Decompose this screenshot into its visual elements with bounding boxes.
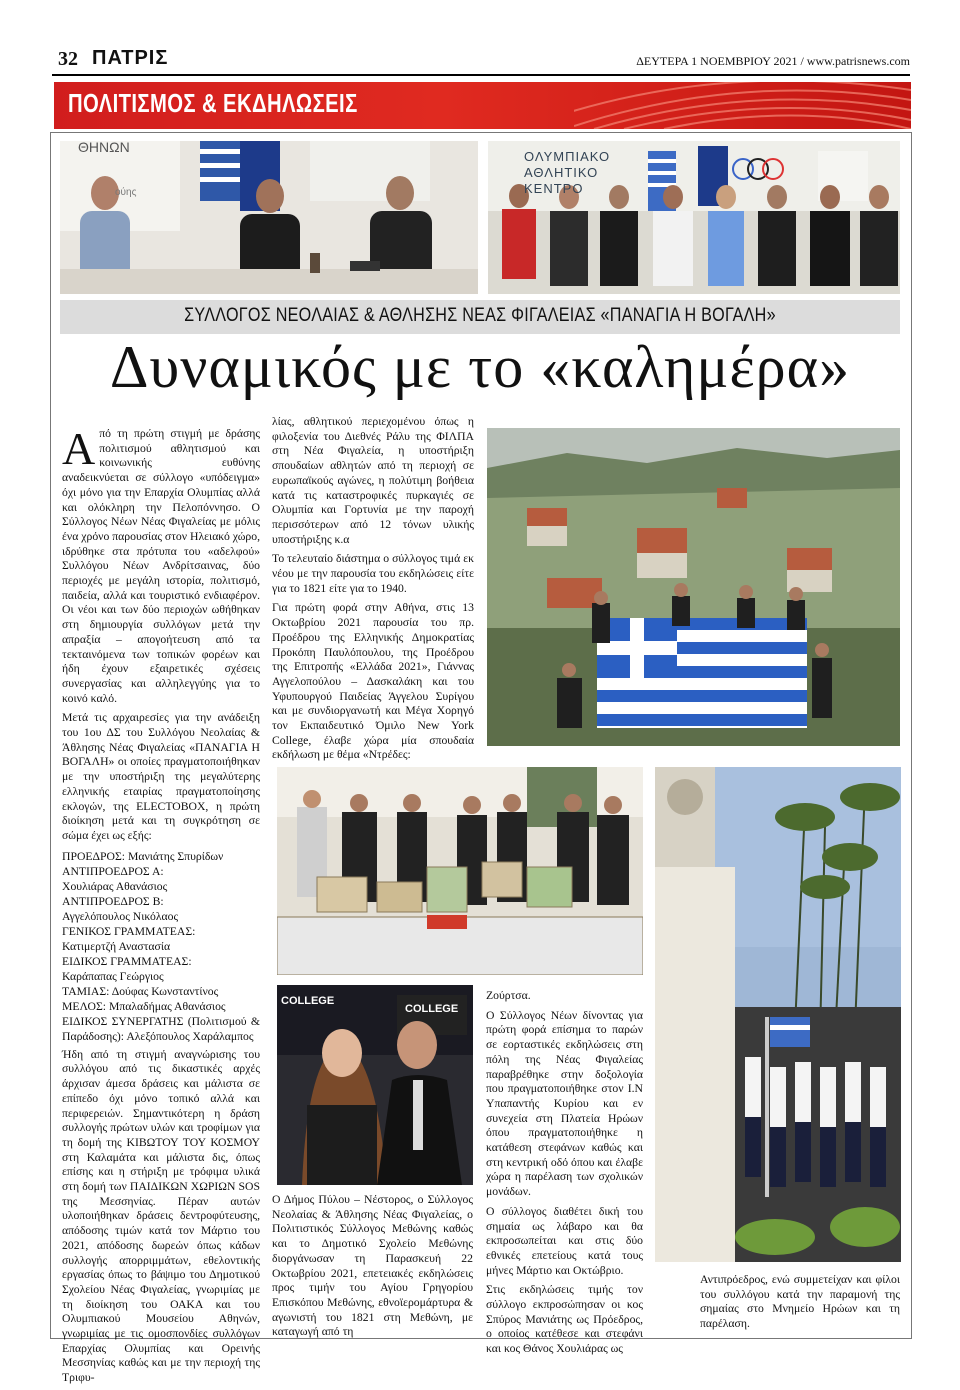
column-2-lower [272, 1193, 473, 1340]
board-line: Καράπαπας Γεώργιος [62, 969, 164, 983]
sign-text: ΟΛΥΜΠΙΑΚΟ [524, 149, 611, 164]
section-banner [54, 82, 911, 129]
photo-caption: Αντιπρόεδρος, ενώ συμμετείχαν και φίλοι του συλλόγου κατά την παραμονή της σημαίας στο Μνημείο Ηρώων και τη παρέλαση. [700, 1273, 900, 1331]
board-line: Χουλιάρας Αθανάσιος [62, 879, 168, 893]
sign-text-2: ούης [115, 187, 137, 198]
paragraph: Ο Δήμος Πύλου – Νέστορος, ο Σύλλογος Νεολαίας & Άθλησης Νέας Φιγαλείας, ο Πολιτιστικός Σύλλογος Μεθώνης καθώς και το Δημοτικό Σχολείο Μεθώνης διοργάνωσαν τη Παρασκευή 22 Οκτωβρίου 2021, επετειακές εκδηλώσεις προς τιμήν του Αγίου Γρηγορίου Επισκόπου Μεθώνης, εθνοϊερομάρτυρα & αγωνιστή του 1821 στη Μεθώνη, με καταγωγή από τη [272, 1193, 473, 1339]
section-title: ΠΟΛΙΤΙΣΜΟΣ & ΕΚΔΗΛΩΣΕΙΣ [68, 88, 358, 118]
photo-monument-parade [655, 767, 901, 1262]
board-line: ΕΙΔΙΚΟΣ ΓΡΑΜΜΑΤΕΑΣ: [62, 954, 192, 968]
paragraph: Μετά τις αρχαιρεσίες για την ανάδειξη του 1ου ΔΣ του Συλλόγου Νεολαίας & Άθλησης Νέας Φιγαλείας «ΠΑΝΑΓΙΑ Η ΒΟΓΑΛΗ» οι οποίες πραγματοποιήθηκαν με την υποστήριξη της μεγαλύτερης ελληνικής εταιρίας πραγματοποίησης εκλογών, της ELECTOBOX, η πρώτη διοίκηση μετά και τη συγκρότηση σε σώμα έχει ως εξής: [62, 711, 260, 842]
board-line: ΑΝΤΙΠΡΟΕΔΡΟΣ Α: [62, 864, 164, 878]
paragraph: Ο σύλλογος διαθέτει δική του σημαία ως λάβαρο και θα εκπροσωπείται και στις δύο εθνικές επετείους κατά τους μήνες Μάρτιο και Οκτώβριο. [486, 1204, 643, 1277]
board-line: ΑΝΤΙΠΡΟΕΔΡΟΣ Β: [62, 894, 164, 908]
sign-text: ΚΕΝΤΡΟ [524, 181, 584, 196]
board-line: ΤΑΜΙΑΣ: Δούφας Κωνσταντίνος [62, 984, 219, 998]
headline: Δυναμικός με το «καλημέρα» [109, 334, 851, 400]
photo-greek-flag-village [487, 428, 900, 746]
paragraph: Το τελευταίο διάστημα ο σύλλογος τιμά εκ νέου με την παρουσία του εκδηλώσεις είτε για το 1821 είτε για το 1940. [272, 552, 474, 595]
paragraph: Στις εκδηλώσεις τιμής τον σύλλογο εκπροσώπησαν οι κος Σπύρος Μανιάτης ως Πρόεδρος, ο οποίος κατέθεσε και στεφάνι και κος Θάνος Χουλιάρας ως [486, 1283, 643, 1356]
photo-donation-boxes [277, 767, 643, 975]
board-line: ΜΕΛΟΣ: Μπαλαδήμας Αθανάσιος [62, 999, 226, 1013]
paragraph: Ο Σύλλογος Νέων δίνοντας για πρώτη φορά επίσημα το παρών σε εορταστικές εκδηλώσεις στη πόλη της Νέας Φιγαλείας παραβρέθηκε στην δοξολογία που πραγματοποιήθηκε στον Ι.Ν Υπαπαντής Κυρίου και εν συνεχεία στη Πλατεία Ηρώων όπου πραγματοποιήθηκε η κατάθεση στεφάνων καθώς και στη κεντρική οδό όπου και έλαβε χώρα η παρέλαση των σχολικών μονάδων. [486, 1008, 643, 1199]
column-3 [486, 989, 643, 1362]
board-line: Κατιμερτζή Αναστασία [62, 939, 171, 953]
board-line: ΕΙΔΙΚΟΣ ΣΥΝΕΡΓΑΤΗΣ (Πολιτισμού & Παράδοσης): Αλεξόπουλος Χαράλαμπος [62, 1014, 260, 1043]
page-number: 32 [58, 48, 78, 70]
photo-press-conference [60, 141, 478, 294]
sign-text: COLLEGE [405, 1003, 459, 1015]
photo-new-york-college [277, 985, 473, 1185]
board-list [62, 849, 260, 1044]
sign-text: ΘΗΝΩΝ [78, 141, 130, 155]
paragraph: λίας, αθλητικού περιεχομένου όπως η φιλοξενία του Διεθνές Ράλυ της ΦΙΛΠΑ στη Νέα Φιγαλεία, η υποστήριξη σπουδαίων αθλητών από τη περιοχή σε ευρωπαϊκούς αγώνες, η πολύτιμη βοήθεια κατά τις καταστροφικές πυρκαγιές σε Ολυμπία και Γορτυνία με την παροχή περισσότερων από 12 τόνων υλικής υποστήριξης κ.α [272, 415, 474, 546]
drop-cap: Α [62, 423, 96, 474]
kicker-bar [60, 300, 900, 334]
newspaper-logo: ΠΑΤΡΙΣ [92, 47, 169, 69]
board-line: ΠΡΟΕΔΡΟΣ: Μανιάτης Σπυρίδων [62, 849, 224, 863]
column-1 [62, 423, 260, 1390]
header-rule [52, 74, 910, 76]
paragraph: Ήδη από τη στιγμή αναγνώρισης του συλλόγου από τις δικαστικές αρχές άρχισαν άμεσα δράσεις και μάλιστα σε επίπεδο όχι μόνο τοπικό αλλά και περιφερειών. Σημαντικότερη η δράση συλλογής πρώτων υλών και τροφίμων για τη δομή της ΚΙΒΩΤΟΥ ΤΟΥ ΚΟΣΜΟΥ στη Καλαμάτα και μάλιστα δις, όπως επίσης και η στήριξη με τρόφιμα υλικά στη δομή των ΠΑΙΔΙΚΩΝ ΧΩΡΙΩΝ SOS της Μεσσηνίας. Πέραν αυτών υλοποιήθηκαν δράσεις δεντροφύτευσης, απόδοσης τιμών κατά τον Μάρτιο του 2021, απόδοσης δωρεών όπως κάδων συλλογής απορριμμάτων, εθελοντικής εργασίας όπως το βάψιμο του Δημοτικού Σχολείου Νέας Φιγαλείας, γνωριμίας με τη διοίκηση του ΟΑΚΑ και του Ολυμπιακού Μουσείου Αθηνών, γνωριμίας με τις ομοσπονδίες συλλόγων Επαρχίας Ολυμπίας και Ορεινής Μεσσηνίας καθώς και με την περιοχή της Τριφυ- [62, 1047, 260, 1385]
kicker-text: ΣΥΛΛΟΓΟΣ ΝΕΟΛΑΙΑΣ & ΑΘΛΗΣΗΣ ΝΕΑΣ ΦΙΓΑΛΕΙΑΣ «ΠΑΝΑΓΙΑ Η ΒΟΓΑΛΗ» [184, 305, 776, 326]
board-line: ΓΕΝΙΚΟΣ ΓΡΑΜΜΑΤΕΑΣ: [62, 924, 196, 938]
sign-text: COLLEGE [281, 995, 335, 1007]
column-2 [272, 415, 474, 768]
paragraph: Ζούρτσα. [486, 989, 531, 1002]
dateline: ΔΕΥΤΕΡΑ 1 ΝΟΕΜΒΡΙΟΥ 2021 / www.patrisnews.com [636, 54, 910, 68]
paragraph: πό τη πρώτη στιγμή με δράσης πολιτισμού αθλητισμού και κοινωνικής ευθύνης αναδεικνύεται σε σύλλογο «υπόδειγμα» όχι μόνο για την Επαρχία Ολυμπίας αλλά και ολόκληρη την Πελοπόννησο. Ο Σύλλογος Νέων Νέας Φιγαλείας με μόλις ένα χρόνο παρουσίας στον Ηλειακό χώρο, ιδρύθηκε στα πρότυπα του «αδελφού» Συλλόγου Νέων Ανδρίτσαινας, δύο περιοχές με μεγάλη ιστορία, πολιτισμό, παιδεία, αλλά και τουριστικό ενδιαφέρον. Οι νέοι και των δύο περιοχών ωθήθηκαν στη δημιουργία συλλόγων μετά την απραξία – απογοήτευση από τα τεκταινόμενα των τοπικών φορέων και ήδη έχουν εξαιρετικές σχέσεις συνεργασίας και αλληλεγγύης για το κοινό καλό. [62, 427, 260, 705]
paragraph: Για πρώτη φορά στην Αθήνα, στις 13 Οκτωβρίου 2021 παρουσία του πρ. Προέδρου της Ελληνικής Δημοκρατίας Προκόπη Παυλόπουλου, της Προέδρου της Επιτροπής «Ελλάδα 2021», Γιάννας Αγγελοπούλου – Δασκαλάκη και του Υφυπουργού Παιδείας Άγγελου Συρίγου και με συνδιοργανωτή και Μέγα Χορηγό τον Εκπαιδευτικό Όμιλο New York College, έλαβε χώρα μία σπουδαία εκδήλωση με θέμα «Ντρέδες: [272, 601, 474, 762]
sign-text: ΑΘΛΗΤΙΚΟ [524, 165, 599, 180]
stadium-pattern-icon [574, 82, 911, 129]
photo-olympic-centre [488, 141, 900, 294]
board-line: Αγγελόπουλος Νικόλαος [62, 909, 179, 923]
